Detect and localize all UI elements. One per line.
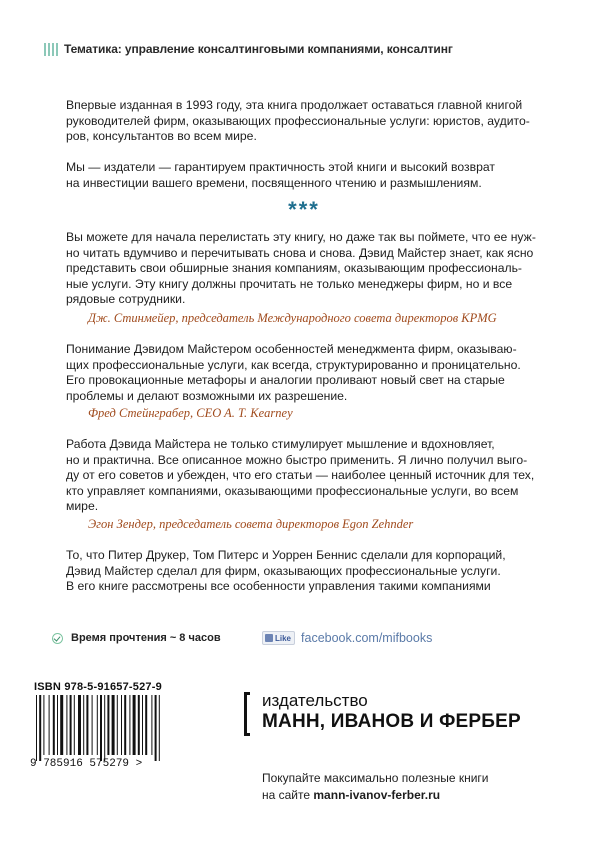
barcode-bar: [66, 695, 67, 755]
closing-paragraph: То, что Питер Друкер, Том Питерс и Уоррен Беннис сделали для корпораций, Дэвид Майстер сделал для фирм, оказывающих профессиональные услуги. В его книге рассмотрены все особенности управления такими компаниями: [66, 548, 506, 594]
barcode-bar: [74, 695, 75, 755]
barcode-bar: [97, 695, 98, 755]
review-paragraph: Понимание Дэвидом Майстером особенностей менеджмента фирм, оказываю- щих профессиональные услуги, как всегда, структурированно и проницательно. Его провокационные метафоры и аналогии проливают новый свет на старые проблемы и делают возможными их разрешение.: [66, 342, 521, 403]
barcode-bar: [92, 695, 93, 755]
barcode-bar: [49, 695, 50, 755]
barcode-bar: [107, 695, 109, 755]
topic-text: Тематика: управление консалтинговыми компаниями, консалтинг: [64, 42, 453, 56]
barcode-bar: [83, 695, 84, 755]
barcode-bar: [100, 695, 102, 761]
check-circle-icon: [52, 633, 63, 644]
barcode-bar: [145, 695, 147, 755]
barcode-bar: [129, 695, 130, 755]
publisher-name: МАНН, ИВАНОВ И ФЕРБЕР: [262, 711, 521, 732]
barcode-bar: [159, 695, 160, 761]
barcode-bar: [53, 695, 55, 755]
publisher-label: издательство: [262, 691, 368, 710]
barcode-bar: [151, 695, 152, 755]
facebook-link[interactable]: [262, 629, 432, 647]
review-attribution: Дж. Стинмейер, председатель Международного совета директоров KPMG: [88, 311, 497, 325]
guarantee-paragraph: Мы — издатели — гарантируем практичность этой книги и высокий возврат на инвестиции вашего времени, посвященного чтению и размышлениям.: [66, 160, 495, 190]
barcode-bar: [155, 695, 157, 761]
facebook-like-icon: [265, 634, 273, 642]
separator-stars: ***: [288, 197, 320, 222]
shop-line: Покупайте максимально полезные книги: [262, 771, 489, 785]
facebook-url[interactable]: facebook.com/mifbooks: [301, 631, 433, 645]
reading-time: [52, 629, 221, 647]
review-paragraph: Вы можете для начала перелистать эту книгу, но даже так вы поймете, что ее нуж- но читать вдумчиво и перечитывать снова и снова. Дэвид Майстер знает, как ясно представить свои обширные знания компаниям, оказывающим профессиональ- ные услуги. Эту книгу должны прочитать не только менеджеры фирм, но и все рядовые сотрудники.: [66, 230, 536, 307]
barcode-bar: [78, 695, 81, 755]
barcode-bar: [117, 695, 118, 755]
like-label: Like: [275, 633, 292, 643]
barcode: [34, 695, 204, 765]
barcode-bar: [70, 695, 72, 755]
barcode-bar: [124, 695, 126, 755]
barcode-bar: [60, 695, 63, 755]
topic-header: [44, 40, 584, 58]
shop-line-site: на сайте mann-ivanov-ferber.ru: [262, 788, 441, 802]
barcode-digits: 9 785916 575279 >: [30, 758, 143, 770]
barcode-bar: [86, 695, 88, 755]
barcode-bar: [43, 695, 44, 755]
barcode-bar: [121, 695, 122, 755]
barcode-bar: [138, 695, 140, 755]
reading-time-text: Время прочтения ~ 8 часов: [71, 632, 221, 644]
review-paragraph: Работа Дэвида Майстера не только стимулирует мышление и вдохновляет, но и практична. Все описанное можно быстро применить. Я лично получил выго- ду от его советов и убежден, что его статьи — наиболее ценный источник для тех, кто управляет компаниями, оказывающими профессиональные услуги, во всем мире.: [66, 437, 535, 514]
review-attribution: Эгон Зендер, председатель совета директоров Egon Zehnder: [88, 517, 414, 531]
barcode-bar: [142, 695, 143, 755]
barcode-bar: [57, 695, 58, 755]
book-pages-icon: [44, 43, 58, 56]
isbn-label: ISBN 978-5-91657-527-9: [34, 681, 162, 693]
publisher-bracket: [244, 692, 250, 736]
review-attribution: Фред Стейнграбер, CEO A. T. Kearney: [88, 406, 293, 420]
barcode-bar: [112, 695, 115, 755]
barcode-bar: [104, 695, 105, 761]
intro-paragraph: Впервые изданная в 1993 году, эта книга продолжает оставаться главной книгой руководителей фирм, оказывающих профессиональные услуги: юристов, аудито- ров, консультантов во всем мире.: [66, 98, 530, 144]
site-link[interactable]: mann-ivanov-ferber.ru: [313, 788, 441, 802]
barcode-bar: [133, 695, 136, 755]
barcode-bar: [36, 695, 37, 761]
like-button[interactable]: [262, 631, 295, 645]
barcode-bar: [39, 695, 41, 761]
